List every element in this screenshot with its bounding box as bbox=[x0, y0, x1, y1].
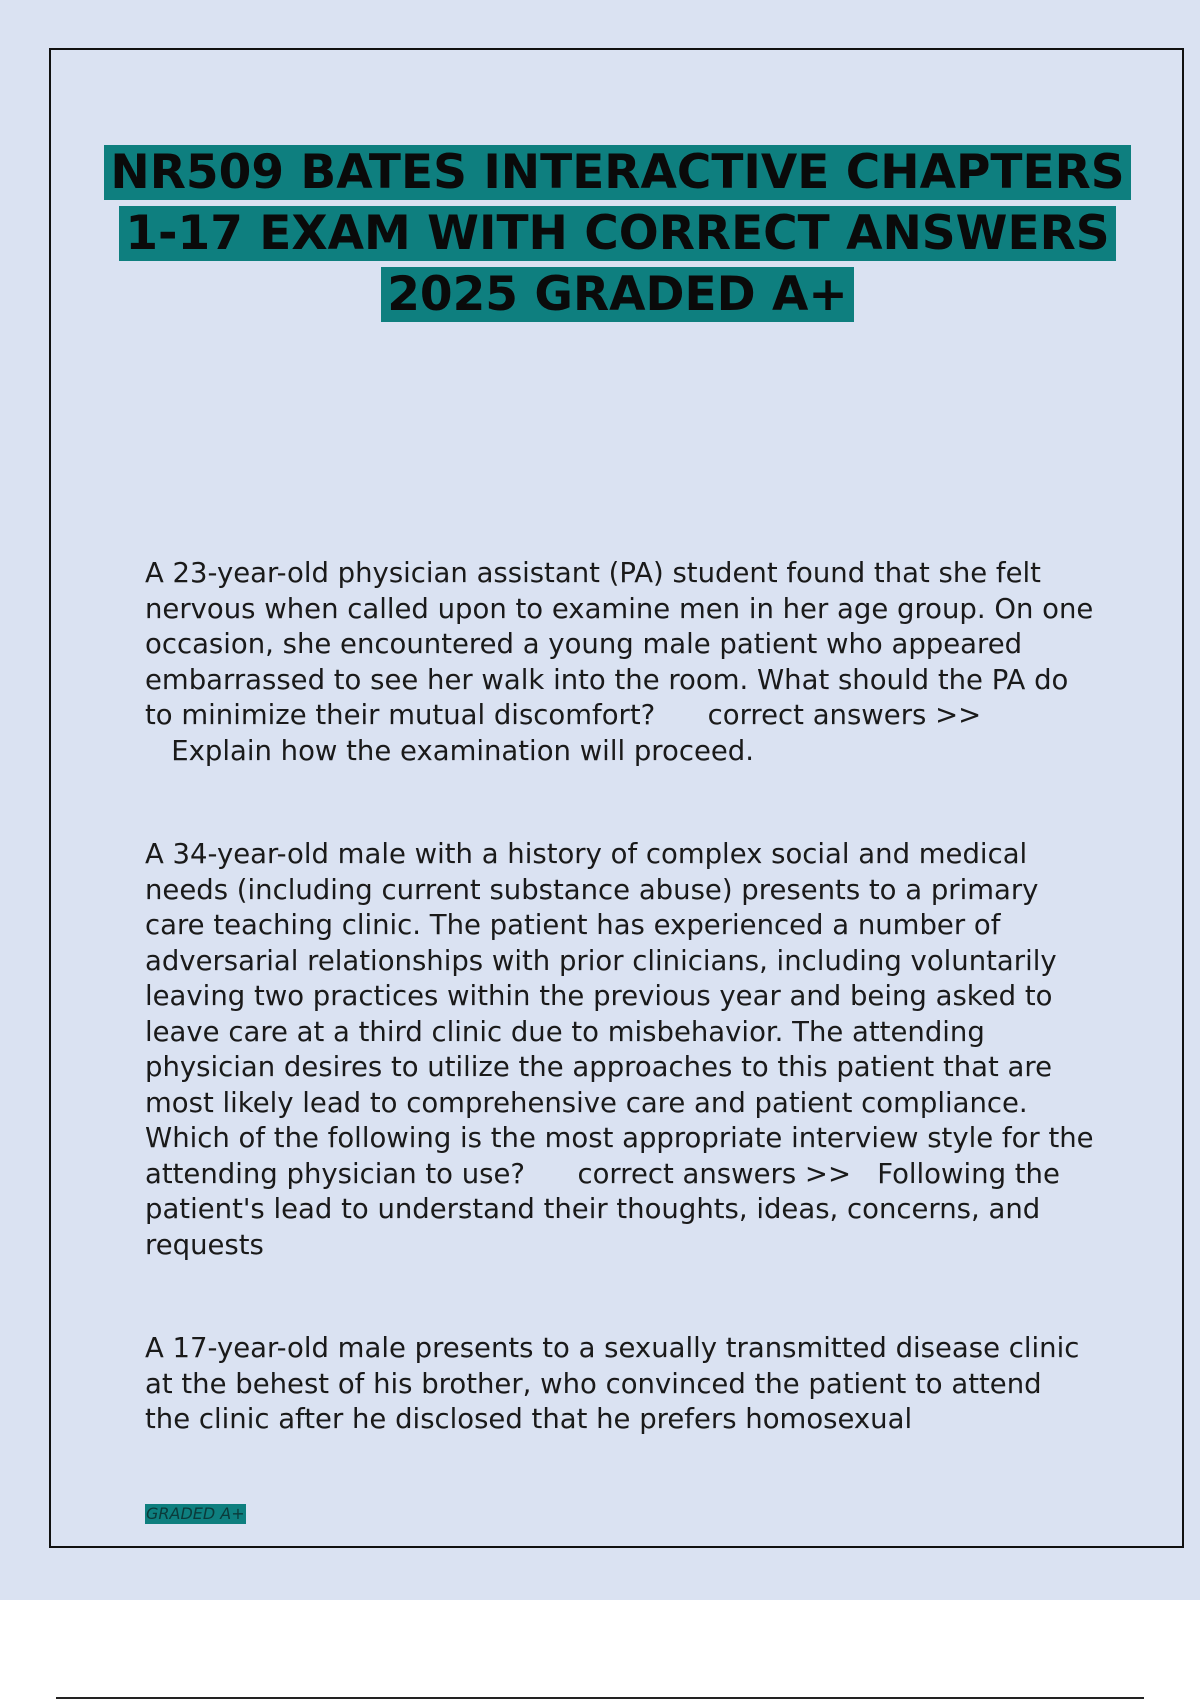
answer-text: Explain how the examination will proceed. bbox=[171, 734, 754, 767]
answer-label: correct answers >> bbox=[577, 1157, 851, 1190]
document-title: NR509 BATES INTERACTIVE CHAPTERS 1-17 EXAM WITH CORRECT ANSWERS 2025 GRADED A+ bbox=[104, 145, 1130, 322]
question-item bbox=[145, 556, 1095, 769]
title-block bbox=[100, 142, 1135, 325]
question-text: A 23-year-old physician assistant (PA) student found that she felt nervous when called upon to examine men in her age group. On one occasion, she encountered a young male patient who appeared embarrassed to see her walk into the room. What should the PA do to minimize their mutual discomfort? bbox=[145, 557, 1094, 731]
graded-badge: GRADED A+ bbox=[146, 1504, 245, 1523]
question-item bbox=[145, 1331, 1095, 1438]
question-list bbox=[145, 556, 1095, 1506]
question-item bbox=[145, 837, 1095, 1263]
page-divider bbox=[56, 1697, 1144, 1699]
question-text: A 17-year-old male presents to a sexually transmitted disease clinic at the behest of his brother, who convinced the patient to attend the clinic after he disclosed that he prefers homosexual bbox=[145, 1332, 1080, 1435]
answer-label: correct answers >> bbox=[707, 699, 982, 731]
answer-text: Following the patient's lead to understand their thoughts, ideas, concerns, and requests bbox=[145, 1157, 1060, 1261]
question-text: A 34-year-old male with a history of complex social and medical needs (including current substance abuse) presents to a primary care teaching clinic. The patient has experienced a number of adversarial relationships with prior clinicians, including voluntarily leaving two practices within the previous year and being asked to leave care at a third clinic due to misbehavior. The attending physician desires to utilize the approaches to this patient that are most likely lead to comprehensive care and patient compliance. Which of the following is the most appropriate interview style for the attending physician to use? bbox=[145, 838, 1094, 1190]
